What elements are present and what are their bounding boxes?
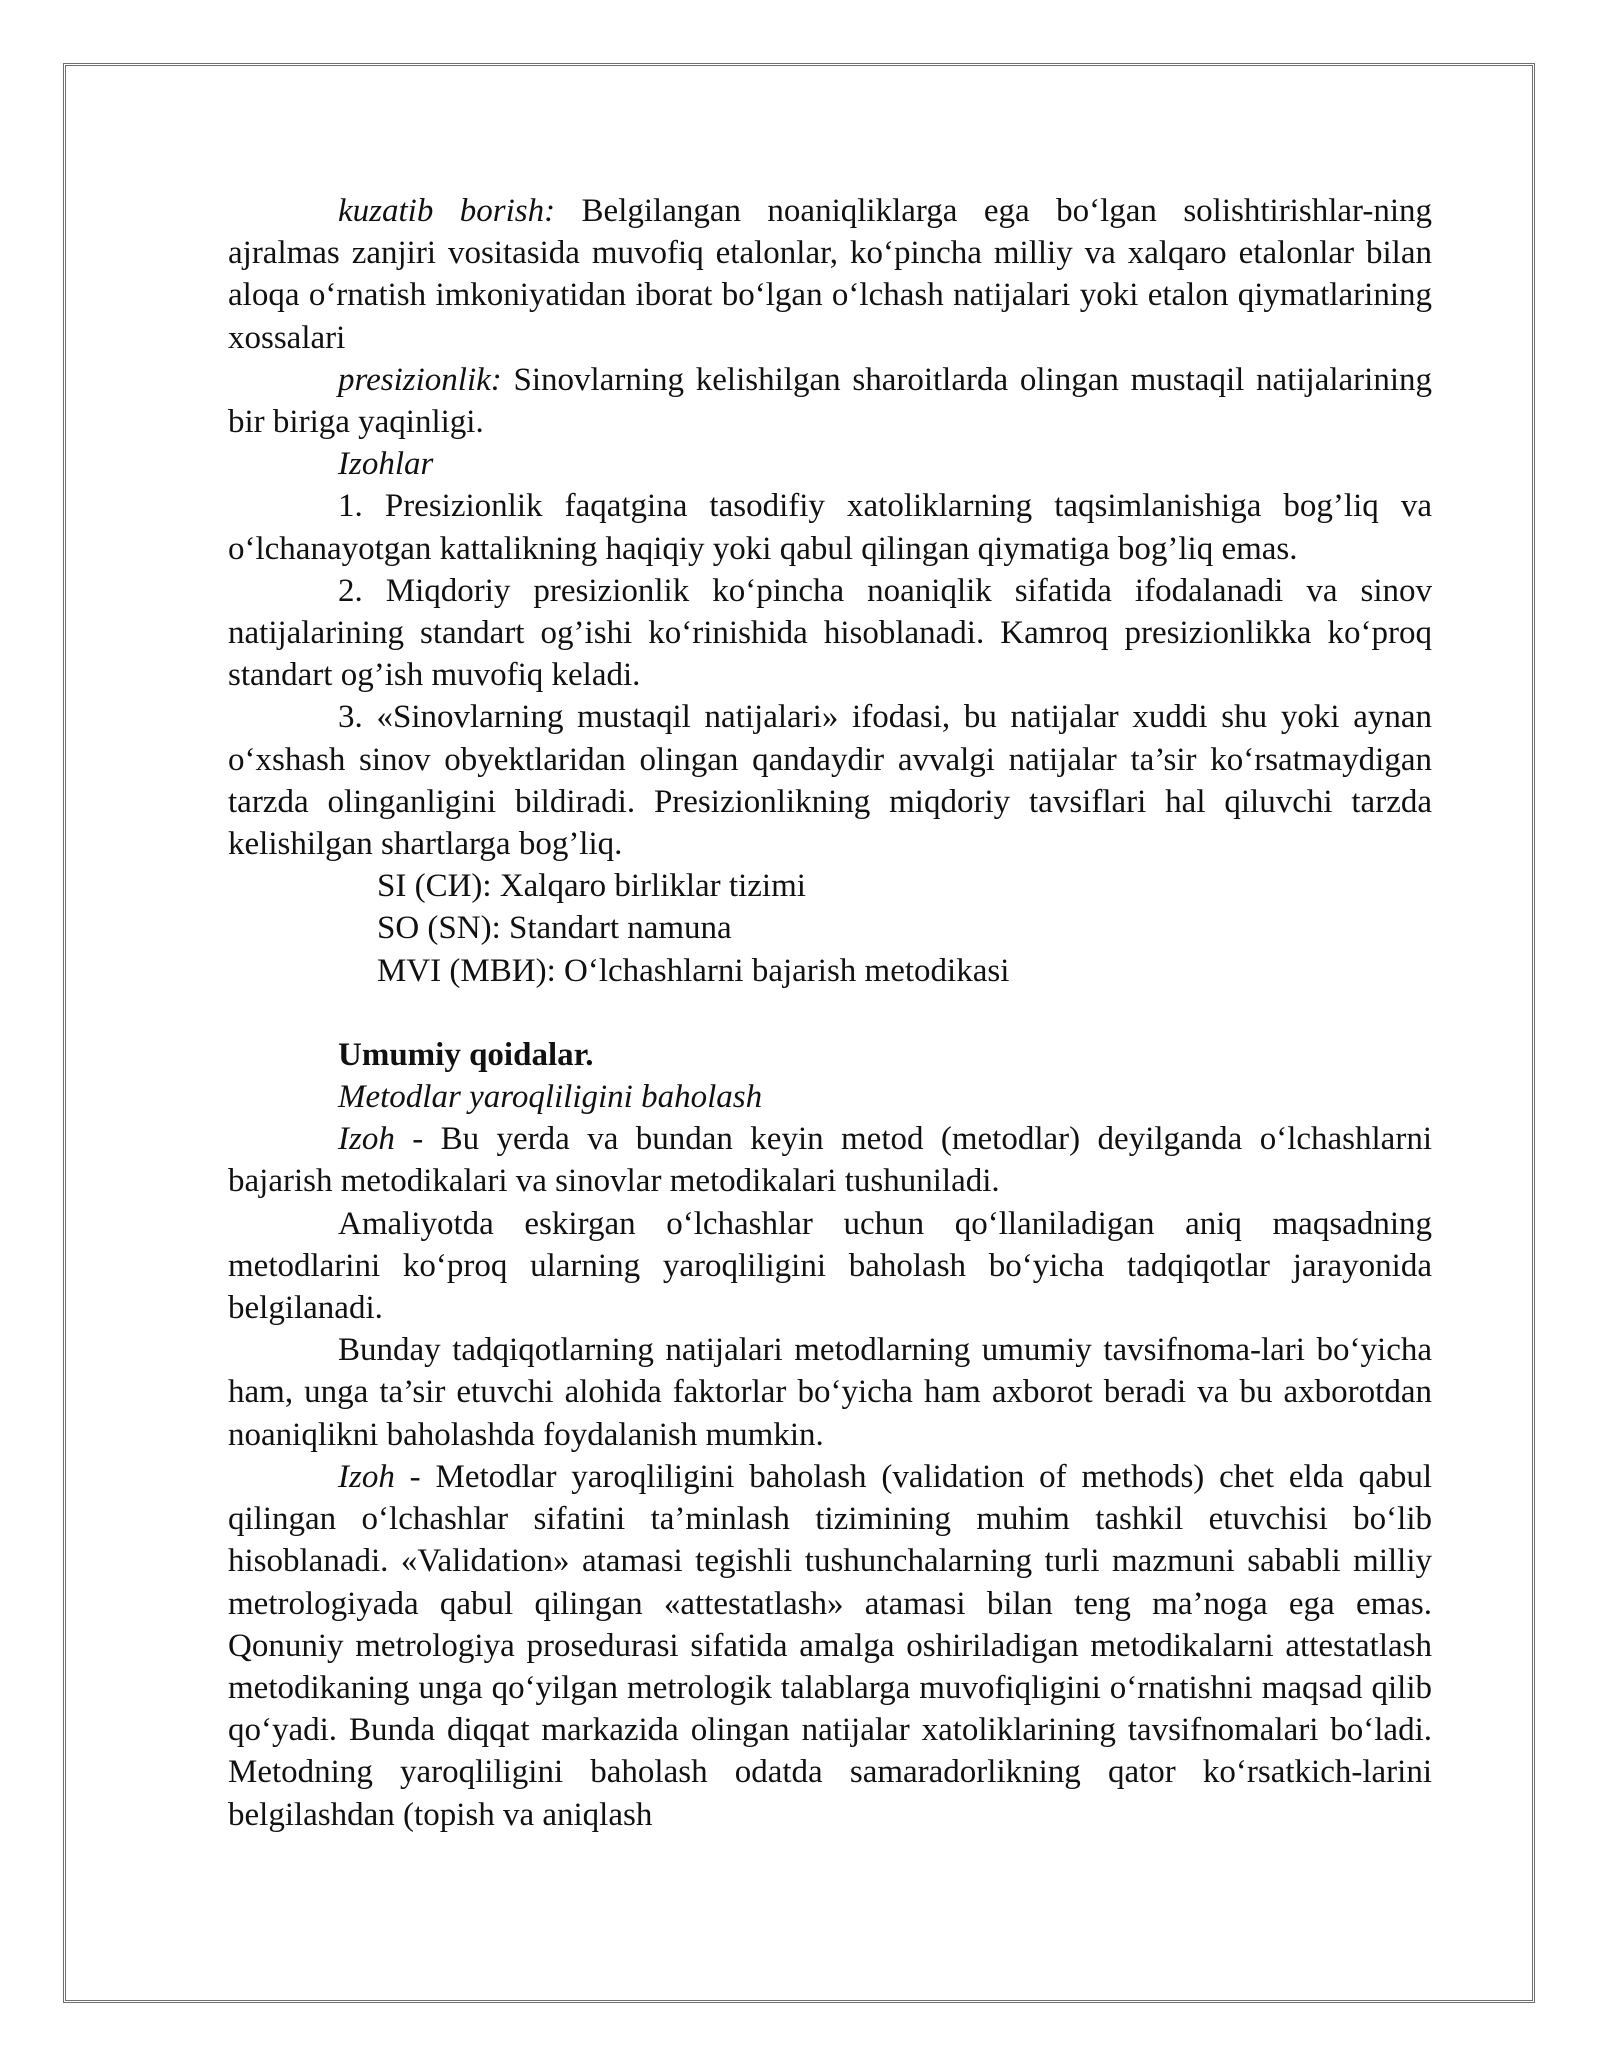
section-title: Umumiy qoidalar. — [338, 1036, 594, 1073]
notes-heading: Izohlar — [338, 446, 434, 483]
note-item: 3. «Sinovlarning mustaqil natijalari» ifodasi, bu natijalar xuddi shu yoki aynan o‘xshash sinov obyektlaridan olingan qandaydir avvalgi natijalar ta’sir ko‘rsatmaydigan tarzda olinganligini bildiradi. Presizionlikning miqdoriy tavsiflari hal qiluvchi tarzda kelishilgan shartlarga bog’liq. — [228, 699, 1432, 863]
body-paragraph: Amaliyotda eskirgan o‘lchashlar uchun qo‘llaniladigan aniq maqsadning metodlarini ko‘proq ularning yaroqliligini baholash bo‘yicha tadqiqotlar jarayonida belgilanadi. — [228, 1205, 1432, 1327]
note-text: - Bu yerda va bundan keyin metod (metodlar) deyilganda o‘lchashlarni bajarish metodikalari va sinovlar metodikalari tushuniladi. — [228, 1121, 1432, 1200]
note-paragraph — [228, 1456, 1432, 1836]
definition-precision — [228, 359, 1432, 443]
definition-text: Belgilangan noaniqliklarga ega bo‘lgan solishtirishlar-ning ajralmas zanjiri vositasida muvofiq etalonlar, ko‘pincha milliy va xalqaro etalonlar bilan aloqa o‘rnatish imkoniyatidan iborat bo‘lgan o‘lchash natijalari yoki etalon qiymatlarining xossalari — [228, 193, 1432, 356]
spacer — [228, 992, 1432, 1034]
term-traceability: kuzatib borish: — [338, 193, 556, 229]
document-body — [228, 190, 1432, 1836]
note-item: 1. Presizionlik faqatgina tasodifiy xatoliklarning taqsimlanishiga bog’liq va o‘lchanayotgan kattalikning haqiqiy yoki qabul qilingan qiymatiga bog’liq emas. — [228, 488, 1432, 567]
section-subtitle: Metodlar yaroqliligini baholash — [338, 1079, 763, 1116]
definition-text: Sinovlarning kelishilgan sharoitlarda olingan mustaqil natijalarining bir biriga yaqinligi. — [228, 361, 1432, 441]
note-label: Izoh — [338, 1458, 395, 1495]
note-text: - Metodlar yaroqliligini baholash (validation of methods) chet elda qabul qilingan o‘lchashlar sifatini ta’minlash tizimining muhim tashkil etuvchisi bo‘lib hisoblanadi. «Validation» atamasi tegishli tushunchalarning turli mazmuni sababli milliy metrologiyada qabul qilingan «attestatlash» atamasi bilan teng ma’noga ega emas. Qonuniy metrologiya prosedurasi sifatida amalga oshiriladigan metodikalarni attestatlash metodikaning unga qo‘yilgan metrologik talablarga muvofiqligini o‘rnatishni maqsad qilib qo‘yadi. Bunda diqqat markazida olingan natijalar xatoliklarining tavsifnomalari bo‘ladi. Metodning yaroqliligini baholash odatda samaradorlikning qator ko‘rsatkich-larini belgilashdan (topish va aniqlash — [228, 1458, 1432, 1833]
note-paragraph — [228, 1118, 1432, 1202]
abbreviation-item: SI (СИ): Xalqaro birliklar tizimi — [377, 868, 806, 905]
note-label: Izoh — [338, 1121, 395, 1158]
abbreviation-item: SO (SN): Standart namuna — [377, 910, 732, 947]
note-item: 2. Miqdoriy presizionlik ko‘pincha noaniqlik sifatida ifodalanadi va sinov natijalarining standart og’ishi ko‘rinishida hisoblanadi. Kamroq presizionlikka ko‘proq standart og’ish muvofiq keladi. — [228, 572, 1432, 694]
term-precision: presizionlik: — [338, 361, 502, 398]
abbreviation-item: MVI (МВИ): O‘lchashlarni bajarish metodikasi — [377, 952, 1010, 989]
definition-traceability — [228, 190, 1432, 359]
body-paragraph: Bunday tadqiqotlarning natijalari metodlarning umumiy tavsifnoma-lari bo‘yicha ham, unga ta’sir etuvchi alohida faktorlar bo‘yicha ham axborot beradi va bu axborotdan noaniqlikni baholashda foydalanish mumkin. — [228, 1332, 1432, 1453]
